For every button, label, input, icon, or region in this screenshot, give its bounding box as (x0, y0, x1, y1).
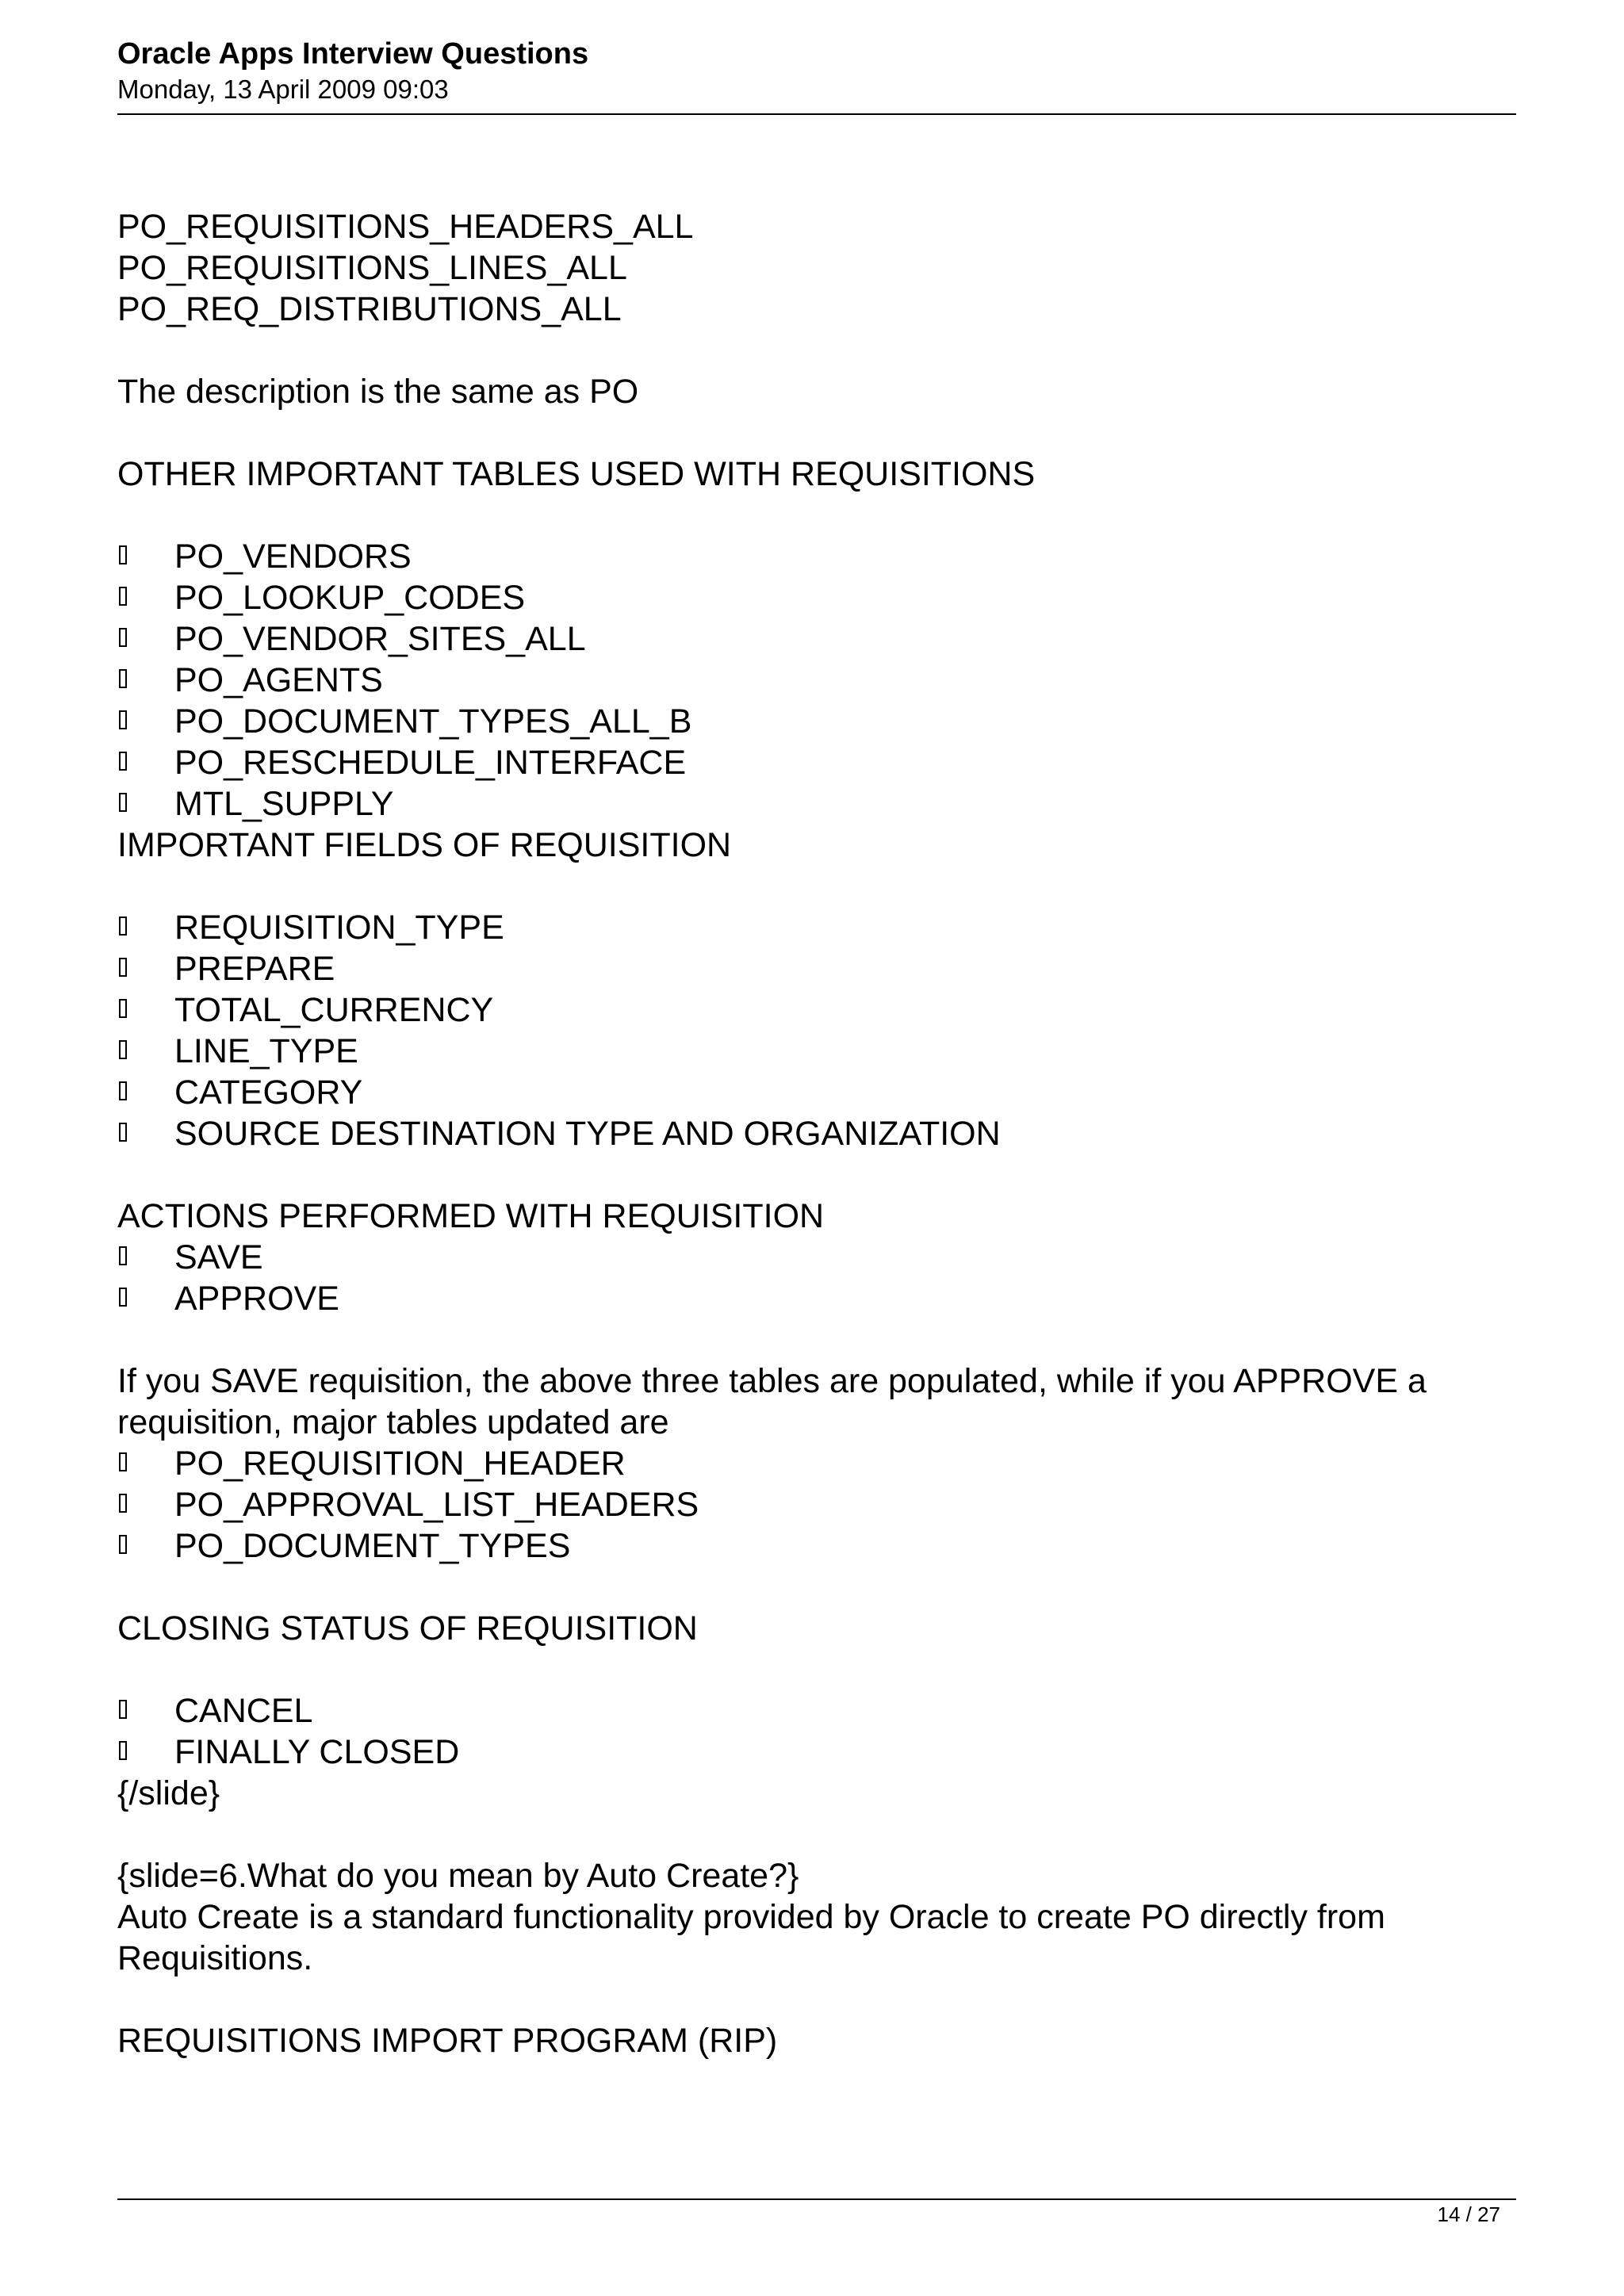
bullet-icon (119, 958, 127, 977)
paragraph-line: Requisitions. (117, 1939, 313, 1977)
list-item (117, 536, 1516, 577)
spacer (117, 1154, 1516, 1196)
spacer (117, 1979, 1516, 2020)
list-item-text: PO_DOCUMENT_TYPES (174, 1527, 571, 1565)
list-item (117, 660, 1516, 701)
list-item-text: PO_AGENTS (174, 661, 383, 699)
list-item (117, 1525, 1516, 1567)
bullet-icon (119, 1246, 127, 1265)
bullet-icon (119, 793, 127, 812)
list-item-text: CANCEL (174, 1692, 313, 1730)
paragraph-line: Auto Create is a standard functionality provided by Oracle to create PO directly from (117, 1898, 1385, 1936)
bullet-icon (119, 587, 127, 606)
footer-divider (117, 2198, 1516, 2200)
list-item (117, 1237, 1516, 1278)
spacer (117, 330, 1516, 371)
table-name: PO_REQUISITIONS_LINES_ALL (117, 249, 627, 287)
list-item (117, 1443, 1516, 1484)
slide-end-tag: {/slide} (117, 1774, 220, 1812)
bullet-icon (119, 1081, 127, 1100)
list-item-text: SOURCE DESTINATION TYPE AND ORGANIZATION (174, 1115, 1001, 1153)
list-item (117, 1031, 1516, 1072)
list-item-text: PO_APPROVAL_LIST_HEADERS (174, 1486, 699, 1524)
list-item-text: PO_VENDOR_SITES_ALL (174, 620, 586, 658)
list-item-text: PREPARE (174, 950, 335, 988)
list-item (117, 1113, 1516, 1154)
page-number: 14 / 27 (1437, 2202, 1500, 2226)
bullet-icon (119, 545, 127, 564)
spacer (117, 1567, 1516, 1608)
list-item-text: PO_RESCHEDULE_INTERFACE (174, 744, 687, 782)
list-item (117, 1278, 1516, 1319)
bullet-icon (119, 1452, 127, 1471)
bullet-icon (119, 1494, 127, 1513)
bullet-icon (119, 916, 127, 936)
bullet-icon (119, 1040, 127, 1059)
list-item (117, 618, 1516, 660)
table-name: PO_REQUISITIONS_HEADERS_ALL (117, 208, 694, 246)
list-item-text: CATEGORY (174, 1073, 363, 1112)
list-item-text: REQUISITION_TYPE (174, 909, 504, 947)
list-item (117, 783, 1516, 825)
list-item-text: TOTAL_CURRENCY (174, 991, 494, 1029)
list-item-text: PO_REQUISITION_HEADER (174, 1445, 626, 1483)
list-item-text: SAVE (174, 1238, 263, 1276)
spacer (117, 1319, 1516, 1360)
page-header (117, 35, 1516, 106)
bullet-icon (119, 710, 127, 729)
list-item-text: MTL_SUPPLY (174, 785, 394, 823)
slide-start-tag: {slide=6.What do you mean by Auto Create?} (117, 1857, 799, 1895)
bullet-icon (119, 1535, 127, 1554)
list-item (117, 1732, 1516, 1773)
list-item (117, 948, 1516, 989)
bullet-icon (119, 1288, 127, 1307)
list-item (117, 907, 1516, 948)
list-item (117, 742, 1516, 783)
spacer (117, 1649, 1516, 1690)
section-heading-actions: ACTIONS PERFORMED WITH REQUISITION (117, 1197, 825, 1235)
paragraph-line: requisition, major tables updated are (117, 1403, 669, 1441)
list-item (117, 1484, 1516, 1525)
document-date: Monday, 13 April 2009 09:03 (117, 75, 449, 104)
section-heading-closing: CLOSING STATUS OF REQUISITION (117, 1609, 698, 1647)
section-heading-rip: REQUISITIONS IMPORT PROGRAM (RIP) (117, 2022, 778, 2060)
list-item-text: PO_VENDORS (174, 538, 412, 576)
bullet-icon (119, 669, 127, 688)
bullet-icon (119, 1123, 127, 1142)
paragraph-line: If you SAVE requisition, the above three tables are populated, while if you APPROVE a (117, 1362, 1427, 1400)
list-item-text: LINE_TYPE (174, 1032, 358, 1070)
list-item (117, 989, 1516, 1031)
list-item (117, 577, 1516, 618)
description-note: The description is the same as PO (117, 373, 639, 411)
list-item-text: APPROVE (174, 1280, 339, 1318)
spacer (117, 412, 1516, 453)
list-item (117, 1690, 1516, 1732)
bullet-icon (119, 628, 127, 647)
bullet-icon (119, 1741, 127, 1760)
list-item (117, 701, 1516, 742)
document-title: Oracle Apps Interview Questions (117, 37, 589, 71)
header-divider (117, 113, 1516, 115)
section-heading-fields: IMPORTANT FIELDS OF REQUISITION (117, 826, 732, 864)
page-content (117, 206, 1516, 2061)
list-item-text: FINALLY CLOSED (174, 1733, 460, 1771)
bullet-icon (119, 752, 127, 771)
list-item-text: PO_DOCUMENT_TYPES_ALL_B (174, 702, 692, 740)
bullet-icon (119, 1700, 127, 1719)
list-item-text: PO_LOOKUP_CODES (174, 579, 526, 617)
spacer (117, 495, 1516, 536)
section-heading-other-tables: OTHER IMPORTANT TABLES USED WITH REQUISITIONS (117, 455, 1036, 493)
bullet-icon (119, 999, 127, 1018)
spacer (117, 1814, 1516, 1855)
table-name: PO_REQ_DISTRIBUTIONS_ALL (117, 290, 622, 328)
spacer (117, 866, 1516, 907)
list-item (117, 1072, 1516, 1113)
